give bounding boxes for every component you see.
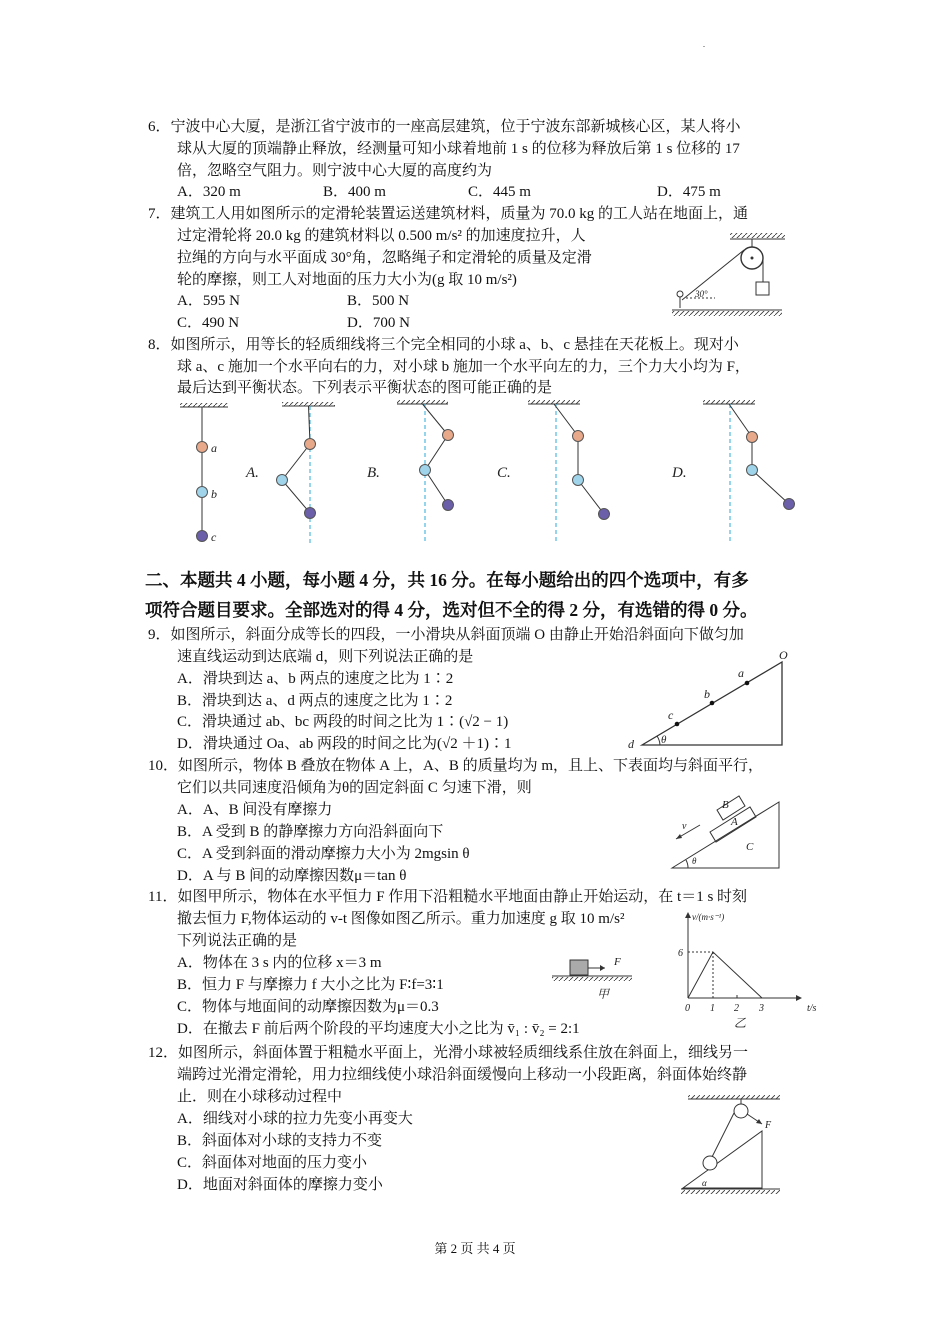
ball-c [305, 508, 316, 519]
q10-label-theta: θ [692, 856, 697, 866]
q10-label-A: A [731, 816, 738, 828]
q8-line: 最后达到平衡状态。下列表示平衡状态的图可能正确的是 [177, 380, 553, 396]
q11-line: 撤去恒力 F,物体运动的 v-t 图像如图乙所示。重力加速度 g 取 10 m/s² [177, 911, 625, 927]
ball-c [197, 531, 208, 542]
q10-option-c: C．A 受到斜面的滑动摩擦力大小为 2mgsin θ [177, 846, 470, 862]
q12-line: 12．如图所示，斜面体置于粗糙水平面上，光滑小球被轻质细线系住放在斜面上，细线另一 [148, 1045, 749, 1061]
q12-option-d: D．地面对斜面体的摩擦力变小 [177, 1177, 383, 1193]
ball-c [443, 500, 454, 511]
q8-option-a-label: A. [246, 465, 259, 481]
q12-option-a: A．细线对小球的拉力先变小再变大 [177, 1111, 413, 1127]
q7-line: 过定滑轮将 20.0 kg 的建筑材料以 0.500 m/s² 的加速度拉升，人 [177, 228, 586, 244]
q9-label-theta: θ [661, 734, 667, 746]
q6-option-c: C．445 m [468, 184, 531, 200]
section-heading: 二、本题共 4 小题，每小题 4 分，共 16 分。在每小题给出的四个选项中，有多 [145, 570, 749, 590]
q10-label-B: B [722, 799, 729, 811]
q7-option-a: A．595 N [177, 293, 240, 309]
ball-b [573, 475, 584, 486]
q11-vt-graph [678, 912, 817, 1030]
q6-option-a: A．320 m [177, 184, 241, 200]
q8-option-c-figure [528, 400, 610, 544]
q11-x-tick: 1 [710, 1003, 715, 1014]
q11-option-c: C．物体与地面间的动摩擦因数为μ＝0.3 [177, 999, 439, 1015]
q8-option-c-label: C. [497, 465, 511, 481]
q11-line: 下列说法正确的是 [177, 933, 298, 949]
q10-line: 它们以共同速度沿倾角为θ的固定斜面 C 匀速下滑，则 [177, 780, 532, 796]
q6-line: 倍，忽略空气阻力。则宁波中心大厦的高度约为 [177, 163, 493, 179]
q8-reference-figure [180, 403, 228, 544]
q10-label-C: C [746, 841, 754, 853]
q9-option-d: D．滑块通过 Oa、ab 两段的时间之比为(√2 ＋1)∶1 [177, 736, 512, 752]
q11-option-a: A．物体在 3 s 内的位移 x＝3 m [177, 955, 382, 971]
q9-label-O: O [779, 648, 788, 662]
q11-y-tick: 6 [678, 948, 683, 959]
section-heading: 项符合题目要求。全部选对的得 4 分，选对但不全的得 2 分，有选错的得 0 分。 [145, 600, 758, 620]
q9-label-c: c [668, 708, 674, 722]
ball-a [573, 431, 584, 442]
q11-label-jia: 甲 [597, 987, 610, 1001]
q7-line: 轮的摩擦，则工人对地面的压力大小为(g 取 10 m/s²) [177, 272, 517, 288]
ball-label-b: b [211, 487, 217, 501]
q9-label-d: d [628, 737, 634, 751]
ball-a [305, 439, 316, 450]
q7-pulley-figure [672, 233, 785, 316]
ball-b [277, 475, 288, 486]
q7-option-c: C．490 N [177, 315, 240, 331]
q10-label-v: v [682, 821, 687, 832]
q8-option-a-figure [277, 402, 336, 546]
q6-option-b: B．400 m [323, 184, 386, 200]
q8-option-d-figure [703, 400, 795, 544]
q11-x-tick: 2 [734, 1003, 739, 1014]
q8-option-b-label: B. [367, 465, 380, 481]
q12-option-c: C．斜面体对地面的压力变小 [177, 1155, 368, 1171]
corner-mark: . [703, 40, 705, 49]
q6-line: 球从大厦的顶端静止释放，经测量可知小球着地前 1 s 的位移为释放后第 1 s 位移的 17 [177, 141, 740, 157]
q11-option-d: D．在撤去 F 前后两个阶段的平均速度大小之比为 v̄₁ : v̄₂ = 2:1 [177, 1021, 580, 1037]
q7-line: 拉绳的方向与水平面成 30°角，忽略绳子和定滑轮的质量及定滑 [177, 250, 592, 266]
ball-a [443, 430, 454, 441]
ball-c [599, 509, 610, 520]
q9-line: 9．如图所示，斜面分成等长的四段，一小滑块从斜面顶端 O 由静止开始沿斜面向下做匀加 [148, 627, 744, 643]
ball-label-a: a [211, 441, 217, 455]
q11-y-axis-label: v/(m·s⁻¹) [692, 912, 725, 922]
q9-line: 速直线运动到达底端 d，则下列说法正确的是 [177, 649, 474, 665]
q12-option-b: B．斜面体对小球的支持力不变 [177, 1133, 383, 1149]
ball-b [197, 487, 208, 498]
q12-label-alpha: α [702, 1178, 707, 1188]
q6-option-d: D．475 m [657, 184, 721, 200]
q10-option-d: D．A 与 B 间的动摩擦因数μ＝tan θ [177, 868, 407, 884]
q8-line: 8．如图所示，用等长的轻质细线将三个完全相同的小球 a、b、c 悬挂在天花板上。现对小 [148, 337, 739, 353]
q6-line: 6．宁波中心大厦，是浙江省宁波市的一座高层建筑，位于宁波东部新城核心区，某人将小 [148, 119, 741, 135]
page-footer: 第 2 页 共 4 页 [434, 1241, 516, 1256]
q12-line: 止．则在小球移动过程中 [177, 1089, 343, 1105]
ball-label-c: c [211, 530, 217, 544]
ball-b [747, 465, 758, 476]
q11-x-axis-label: t/s [807, 1003, 817, 1014]
q11-block-figure [552, 956, 632, 1001]
q9-option-b: B．滑块到达 a、d 两点的速度之比为 1∶2 [177, 693, 453, 709]
q10-option-b: B．A 受到 B 的静摩擦力方向沿斜面向下 [177, 824, 444, 840]
q12-line: 端跨过光滑定滑轮，用力拉细线使小球沿斜面缓慢向上移动一小段距离，斜面体始终静 [177, 1067, 748, 1083]
q12-incline-figure [681, 1095, 780, 1194]
q9-incline-figure [628, 648, 788, 751]
q7-line: 7．建筑工人用如图所示的定滑轮装置运送建筑材料，质量为 70.0 kg 的工人站在地面上，通 [148, 206, 749, 222]
q9-label-b: b [704, 687, 710, 701]
q10-option-a: A．A、B 间没有摩擦力 [177, 802, 333, 818]
q11-x-tick: 0 [685, 1003, 690, 1014]
q8-option-b-figure [397, 400, 454, 544]
q7-option-b: B．500 N [347, 293, 410, 309]
q7-option-d: D．700 N [347, 315, 410, 331]
q11-line: 11．如图甲所示，物体在水平恒力 F 作用下沿粗糙水平地面由静止开始运动，在 t＝1 s 时刻 [148, 889, 748, 905]
q7-angle-label: 30° [695, 289, 708, 299]
q11-force-label: F [614, 956, 621, 968]
ball-a [747, 432, 758, 443]
ball-c [784, 499, 795, 510]
q10-incline-figure [672, 796, 779, 868]
q8-option-d-label: D. [672, 465, 687, 481]
q11-option-b: B．恒力 F 与摩擦力 f 大小之比为 F∶f=3∶1 [177, 977, 444, 993]
q9-label-a: a [738, 666, 744, 680]
q11-x-tick: 3 [759, 1003, 764, 1014]
q10-line: 10．如图所示，物体 B 叠放在物体 A 上，A、B 的质量均为 m，且上、下表面均与斜面平行， [148, 758, 764, 774]
ball-b [420, 465, 431, 476]
q12-force-label: F [765, 1120, 772, 1131]
q11-label-yi: 乙 [734, 1016, 747, 1030]
ball-a [197, 442, 208, 453]
q8-line: 球 a、c 施加一个水平向右的力，对小球 b 施加一个水平向左的力，三个力大小均为 F， [177, 359, 750, 375]
q9-option-a: A．滑块到达 a、b 两点的速度之比为 1∶2 [177, 671, 454, 687]
q9-option-c: C．滑块通过 ab、bc 两段的时间之比为 1∶(√2 − 1) [177, 714, 509, 730]
